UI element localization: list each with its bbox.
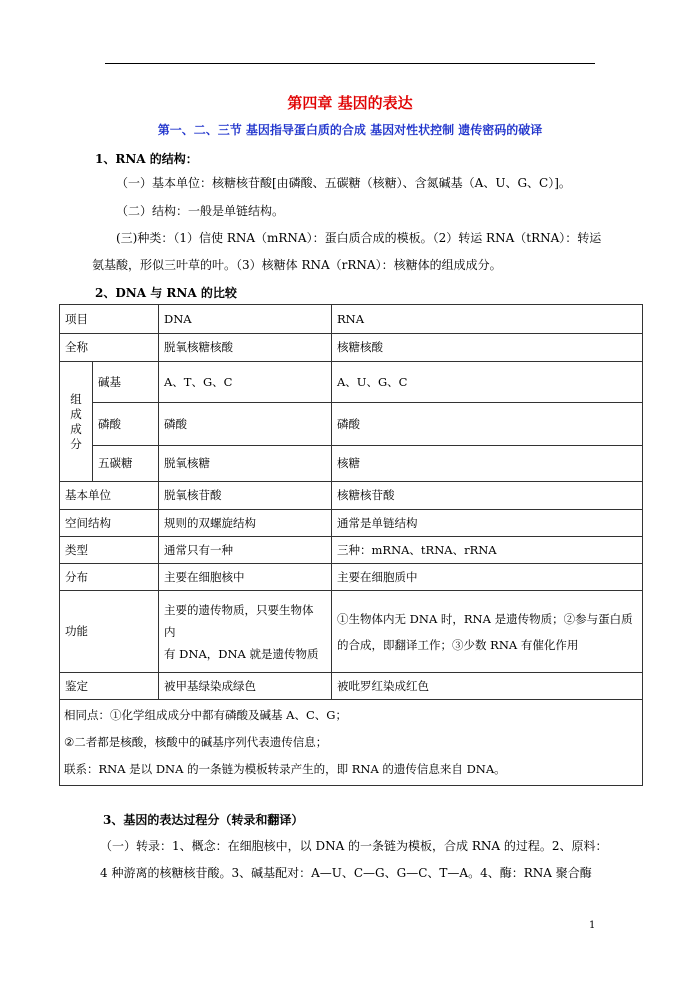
table-row <box>60 362 643 403</box>
transcription-text-1: （一）转录：1、概念：在细胞核中，以 DNA 的一条链为模板，合成 RNA 的过程。2、原料： <box>100 839 608 853</box>
rna-structure-text: （二）结构：一般是单链结构。 <box>116 204 285 218</box>
rna-cell: 核糖核酸 <box>332 334 643 362</box>
dna-function-line: 主要的遗传物质，只要生物体 <box>164 602 314 617</box>
rna-cell: 核糖 <box>332 446 643 482</box>
sub-label: 碱基 <box>93 362 159 403</box>
dna-cell: 主要在细胞核中 <box>159 564 332 591</box>
dna-cell: 脱氧核糖核酸 <box>159 334 332 362</box>
header-rule <box>105 63 595 64</box>
table-row <box>60 537 643 564</box>
summary-line: 联系：RNA 是以 DNA 的一条链为模板转录产生的，即 RNA 的遗传信息来自 DNA。 <box>64 762 506 776</box>
composition-char: 组 <box>70 391 82 406</box>
table-row <box>60 305 643 334</box>
summary-line: ②二者都是核酸，核酸中的碱基序列代表遗传信息； <box>64 735 328 749</box>
composition-char: 分 <box>70 436 82 451</box>
row-label: 空间结构 <box>60 510 159 537</box>
row-label: 分布 <box>60 564 159 591</box>
rna-cell: 磷酸 <box>332 403 643 446</box>
dna-cell: 脱氧核苷酸 <box>159 482 332 510</box>
dna-cell: 脱氧核糖 <box>159 446 332 482</box>
table-row <box>60 403 643 446</box>
composition-label <box>60 362 93 482</box>
rna-function-cell <box>332 591 643 673</box>
header-item-cell: 项目 <box>60 305 159 334</box>
rna-cell: 主要在细胞质中 <box>332 564 643 591</box>
transcription-text-2: 4 种游离的核糖核苷酸。3、碱基配对：A—U、C—G、G—C、T—A。4、酶：RNA 聚合酶 <box>100 866 592 880</box>
table-row <box>60 446 643 482</box>
dna-cell: 规则的双螺旋结构 <box>159 510 332 537</box>
dna-rna-comparison-table <box>59 304 643 786</box>
dna-function-cell <box>159 591 332 673</box>
rna-cell: A、U、G、C <box>332 362 643 403</box>
rna-cell: 通常是单链结构 <box>332 510 643 537</box>
summary-line: 相同点：①化学组成成分中都有磷酸及碱基 A、C、G； <box>64 708 347 722</box>
header-dna-cell: DNA <box>159 305 332 334</box>
table-row <box>60 673 643 700</box>
rna-function-line: ①生物体内无 DNA 时，RNA 是遗传物质；②参与蛋白质 <box>337 611 633 626</box>
dna-cell: 磷酸 <box>159 403 332 446</box>
dna-cell: 通常只有一种 <box>159 537 332 564</box>
table-row <box>60 510 643 537</box>
chapter-title: 第四章 基因的表达 <box>287 94 413 112</box>
sub-label: 五碳糖 <box>93 446 159 482</box>
table-row <box>60 482 643 510</box>
row-label: 鉴定 <box>60 673 159 700</box>
rna-cell: 被吡罗红染成红色 <box>332 673 643 700</box>
section-title: 第一、二、三节 基因指导蛋白质的合成 基因对性状控制 遗传密码的破译 <box>157 123 543 137</box>
dna-cell: A、T、G、C <box>159 362 332 403</box>
sub-label: 磷酸 <box>93 403 159 446</box>
dna-function-line: 有 DNA，DNA 就是遗传物质 <box>164 646 319 661</box>
summary-cell <box>60 700 643 786</box>
expression-heading: 3、基因的表达过程分（转录和翻译） <box>103 813 304 827</box>
rna-types-text-2: 氨基酸，形似三叶草的叶。（3）核糖体 RNA（rRNA）：核糖体的组成成分。 <box>92 258 502 272</box>
rna-cell: 三种：mRNA、tRNA、rRNA <box>332 537 643 564</box>
rna-types-text-1: (三)种类：（1）信使 RNA（mRNA）：蛋白质合成的模板。（2）转运 RNA（tRNA）：转运 <box>116 231 602 245</box>
table-row <box>60 564 643 591</box>
row-label: 功能 <box>60 591 159 673</box>
row-label: 类型 <box>60 537 159 564</box>
table-row <box>60 334 643 362</box>
rna-function-line: 的合成，即翻译工作；③少数 RNA 有催化作用 <box>337 637 579 652</box>
table-row <box>60 591 643 673</box>
rna-cell: 核糖核苷酸 <box>332 482 643 510</box>
header-rna-cell: RNA <box>332 305 643 334</box>
rna-structure-heading: 1、RNA 的结构： <box>95 152 198 166</box>
table-row <box>60 700 643 786</box>
dna-cell: 被甲基绿染成绿色 <box>159 673 332 700</box>
row-label: 全称 <box>60 334 159 362</box>
composition-char: 成 <box>70 421 82 436</box>
comparison-heading: 2、DNA 与 RNA 的比较 <box>95 286 237 300</box>
rna-unit-text: （一）基本单位：核糖核苷酸[由磷酸、五碳糖（核糖）、含氮碱基（A、U、G、C）]。 <box>116 176 571 190</box>
row-label: 基本单位 <box>60 482 159 510</box>
composition-char: 成 <box>70 406 82 421</box>
page-number: 1 <box>589 920 596 931</box>
dna-function-line: 内 <box>164 624 176 639</box>
